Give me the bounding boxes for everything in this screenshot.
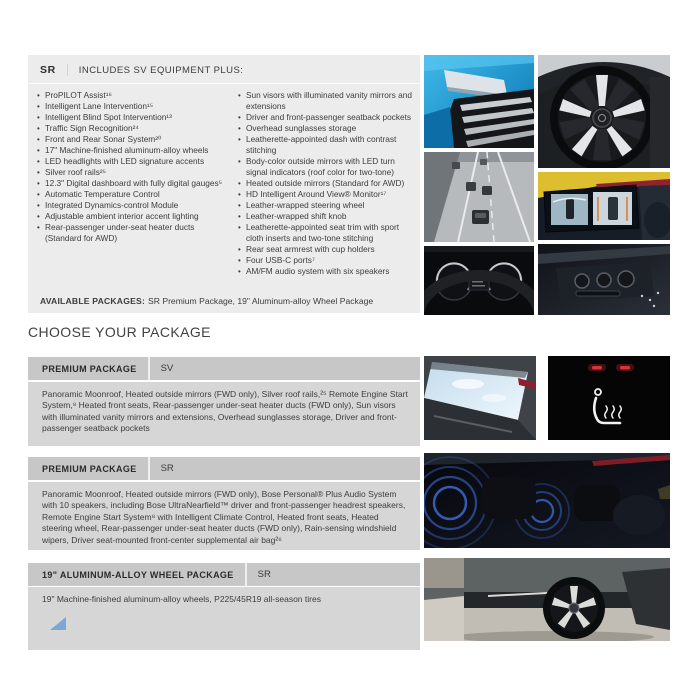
equipment-columns [28,84,420,277]
equipment-title: INCLUDES SV EQUIPMENT PLUS: [78,64,244,76]
equipment-item: • 17" Machine-finished aluminum-alloy wheels [36,145,228,156]
dash-climate-control-photo [538,244,670,315]
heated-seat-indicator-photo [548,356,670,440]
equipment-list-right [237,90,414,277]
header-divider [148,457,150,480]
package-header-wheel-sr [28,563,420,586]
package-description-premium-sv: Panoramic Moonroof, Heated outside mirrors (FWD only), Silver roof rails,²⁵ Remote Engine Start System,⁸ Heated front seats, Rear-passenger under-seat heater ducts (FWD only), Sun visors with illuminated vanity mirrors and extensions, Overhead sunglasses storage, Driver and front-passenger seatback pockets [28,382,420,446]
equipment-item: • Rear seat armrest with cup holders [237,244,414,255]
equipment-item: • Sun visors with illuminated vanity mirrors and extensions [237,90,414,112]
package-trim: SR [160,463,174,474]
equipment-item: • Silver roof rails²⁵ [36,167,228,178]
equipment-item: • Body-color outside mirrors with LED turn signal indicators (roof color for two-tone) [237,156,414,178]
17in-machine-finished-wheel-photo [538,55,670,168]
equipment-item: • Traffic Sign Recognition²⁴ [36,123,228,134]
equipment-item: • Four USB-C ports⁷ [237,255,414,266]
equipment-item: • 12.3" Digital dashboard with fully digital gauges⁵ [36,178,228,189]
equipment-item: • Adjustable ambient interior accent lighting [36,211,228,222]
equipment-item: • Leather-wrapped steering wheel [237,200,414,211]
package-description-premium-sr: Panoramic Moonroof, Heated outside mirrors (FWD only), Bose Personal® Plus Audio System with 10 speakers, including Bose UltraNearfield™ driver and front-passenger headrest speakers, Remote Engine Start System⁸ with Intelligent Climate Control, Heated front seats, Heated steering wheel, Rear-passenger under-seat heater ducts (FWD only), Rain-sensing windshield wipers, Driver seat-mounted front-center supplemental air bag²⁶ [28,482,420,550]
equipment-item: • Driver and front-passenger seatback pockets [237,112,414,123]
choose-your-package-title: CHOOSE YOUR PACKAGE [28,324,211,340]
page-corner-triangle-icon [50,617,66,630]
bose-headrest-speakers-photo [424,453,670,548]
equipment-item: • Leatherette-appointed dash with contrast stitching [237,134,414,156]
equipment-item: • HD Intelligent Around View® Monitor¹⁷ [237,189,414,200]
equipment-item: • LED headlights with LED signature accents [36,156,228,167]
package-name: 19" ALUMINUM-ALLOY WHEEL PACKAGE [42,569,234,580]
19in-aluminum-alloy-wheel-side-photo [424,558,670,641]
sr-equipment-panel [28,55,420,313]
equipment-item: • Leatherette-appointed seat trim with sport cloth inserts and two-tone stitching [237,222,414,244]
trim-badge: SR [40,64,68,76]
equipment-item: • AM/FM audio system with six speakers [237,266,414,277]
package-name: PREMIUM PACKAGE [42,363,137,374]
package-header-premium-sr [28,457,420,480]
equipment-item: • Integrated Dynamics-control Module [36,200,228,211]
equipment-item: • Leather-wrapped shift knob [237,211,414,222]
equipment-item: • Rear-passenger under-seat heater ducts (Standard for AWD) [36,222,228,244]
equipment-item: • ProPILOT Assist¹⁶ [36,90,228,101]
equipment-item: • Automatic Temperature Control [36,189,228,200]
package-header-premium-sv [28,357,420,380]
equipment-item: • Front and Rear Sonar System²⁰ [36,134,228,145]
available-packages-line [40,296,414,307]
package-trim: SV [160,363,174,374]
equipment-list-left [36,90,228,277]
equipment-item: • Intelligent Blind Spot Intervention¹³ [36,112,228,123]
blue-suv-front-grille-photo [424,55,534,148]
available-packages-value: SR Premium Package, 19" Aluminum-alloy Wheel Package [148,296,374,306]
equipment-item: • Heated outside mirrors (Standard for AWD) [237,178,414,189]
digital-dashboard-steering-wheel-photo [424,246,534,315]
header-divider [245,563,247,586]
package-trim: SR [257,569,271,580]
header-divider [148,357,150,380]
equipment-item: • Intelligent Lane Intervention¹⁵ [36,101,228,112]
package-description-wheel-sr: 19" Machine-finished aluminum-alloy wheels, P225/45R19 all-season tires [28,587,420,650]
package-name: PREMIUM PACKAGE [42,463,137,474]
available-packages-label: AVAILABLE PACKAGES: [40,296,146,306]
panoramic-moonroof-photo [424,356,536,440]
equipment-item: • Overhead sunglasses storage [237,123,414,134]
equipment-header [28,55,420,84]
propilot-assist-highway-overhead-photo [424,152,534,242]
hd-around-view-monitor-screen-photo [538,172,670,240]
